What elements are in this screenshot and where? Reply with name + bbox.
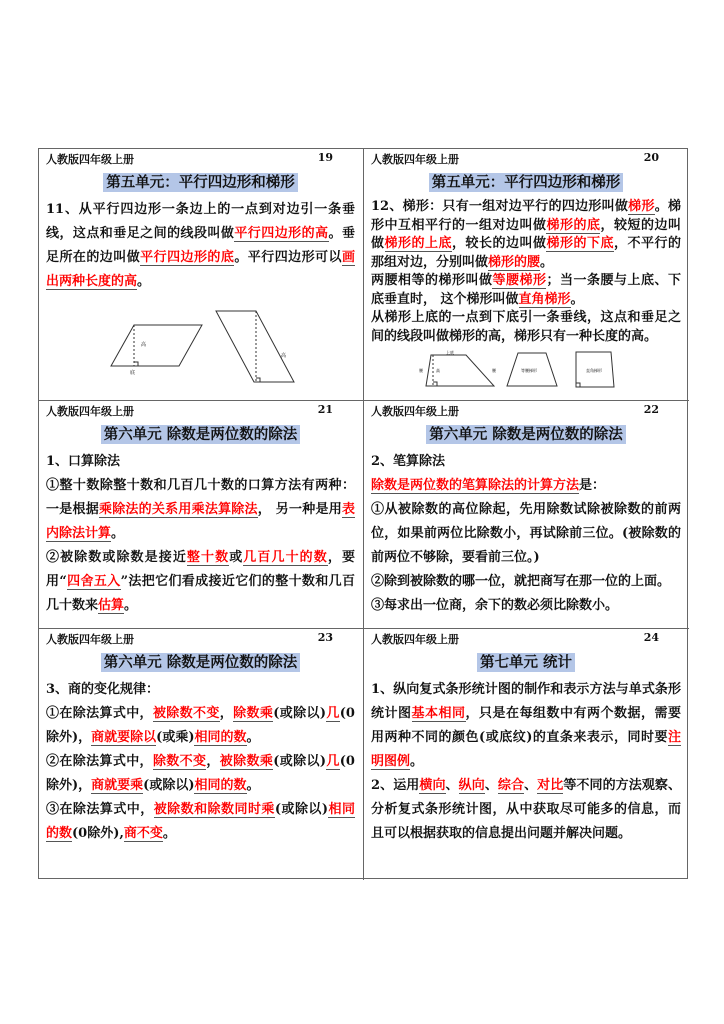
card-header <box>371 631 681 647</box>
paragraph <box>46 198 355 294</box>
key-term: 除数是两位数的笔算除法的计算方法 <box>371 478 580 493</box>
text-run: 。 <box>246 778 260 793</box>
text-run: 。 <box>162 826 176 841</box>
text-run: ，只是在每组数中有两个数据，需要用两种不同的颜色(或底纹)的直条来表示，同时要 <box>371 706 681 745</box>
text-run: 。 <box>111 526 125 541</box>
text-run: 11、从平行四边形一条边上的一点到对边引一条垂线，这点和垂足之间的线段叫做 <box>46 202 355 241</box>
text-run: 。 <box>137 274 151 289</box>
key-term: 表内除法计算 <box>46 502 355 541</box>
text-run: 。 <box>570 291 584 307</box>
book-label: 人教版四年级上册 <box>371 405 459 418</box>
note-card <box>364 629 689 880</box>
paragraph <box>371 450 681 474</box>
text-run: 2、运用 <box>371 778 420 793</box>
key-term: 平行四边形的底 <box>140 250 235 265</box>
key-term: 整十数 <box>186 550 230 565</box>
key-term: 注明图例 <box>371 730 681 769</box>
parallelogram-figure <box>101 298 301 388</box>
card-body <box>46 450 355 618</box>
key-term: 商就要乘 <box>91 778 144 793</box>
key-term: 对比 <box>537 778 564 793</box>
page-number: 22 <box>643 403 659 416</box>
text-run: 。 <box>246 730 260 745</box>
paragraph <box>46 678 355 702</box>
text-run: 3、商的变化规律： <box>46 682 160 697</box>
book-label: 人教版四年级上册 <box>371 633 459 646</box>
paragraph <box>371 474 681 498</box>
key-term: 直角梯形 <box>518 291 571 307</box>
key-term: 被除数乘 <box>219 754 274 769</box>
text-run: 两腰相等的梯形叫做 <box>371 273 493 288</box>
key-term: 除数不变 <box>152 754 207 769</box>
book-label: 人教版四年级上册 <box>46 153 134 166</box>
notes-grid <box>38 148 688 879</box>
key-term: 四舍五入 <box>66 574 121 589</box>
text-run: ， 另一种是用 <box>257 502 342 517</box>
paragraph <box>371 309 681 346</box>
key-term: 除数乘 <box>233 706 274 721</box>
page-number: 23 <box>317 631 333 644</box>
paragraph <box>371 498 681 570</box>
figure-label: 腰 <box>419 368 423 373</box>
card-header <box>46 151 355 167</box>
paragraph <box>46 450 355 474</box>
text-run: 从梯形上底的一点到下底引一条垂线，这点和垂足之间的线段叫做梯形的高，梯形只有一种长度的高。 <box>371 310 681 344</box>
text-run: 、 <box>445 778 459 793</box>
text-run: (或除以) <box>273 706 327 721</box>
page-number: 20 <box>643 151 659 164</box>
paragraph <box>371 594 681 618</box>
paragraph <box>46 474 355 546</box>
paragraph <box>371 678 681 774</box>
paragraph <box>371 774 681 846</box>
page-number: 19 <box>317 151 333 164</box>
page-number: 24 <box>643 631 659 644</box>
text-run: 、 <box>484 778 498 793</box>
key-term: 几百几十的数 <box>243 550 328 565</box>
text-run: ②除到被除数的哪一位，就把商写在那一位的上面。 <box>371 574 671 589</box>
key-term: 几 <box>326 754 340 769</box>
key-term: 估算 <box>98 598 125 613</box>
text-run: 12、梯形：只有一组对边平行的四边形叫做 <box>371 199 629 214</box>
key-term: 平行四边形的高 <box>234 226 329 241</box>
text-run: 2、笔算除法 <box>371 454 446 469</box>
text-run: (0除外)， <box>46 754 355 793</box>
text-run: 。 <box>124 598 138 613</box>
note-card <box>39 629 364 880</box>
key-term: 基本相同 <box>411 706 466 721</box>
book-label: 人教版四年级上册 <box>46 405 134 418</box>
text-run: ，较长的边叫做 <box>451 236 547 251</box>
card-header <box>46 631 355 647</box>
key-term: 几 <box>326 706 340 721</box>
key-term: 综合 <box>497 778 525 793</box>
text-run: ①从被除数的高位除起，先用除数试除被除数的前两位，如果前两位比除数小，再试除前三位。(被除数的前两位不够除，要看前三位。) <box>371 502 681 565</box>
page-number: 21 <box>317 403 333 416</box>
note-card <box>364 149 689 401</box>
key-term: 画出两种长度的高 <box>46 250 355 289</box>
card-body <box>46 198 355 294</box>
text-run: ②被除数或除数是接近 <box>46 550 187 565</box>
paragraph <box>46 750 355 798</box>
paragraph <box>46 702 355 750</box>
unit-title: 第六单元 除数是两位数的除法 <box>101 653 301 672</box>
key-term: 相同的数 <box>46 802 355 841</box>
paragraph <box>371 570 681 594</box>
unit-title: 第五单元：平行四边形和梯形 <box>103 173 298 192</box>
figure-label: 高 <box>436 368 440 373</box>
paragraph <box>371 272 681 309</box>
key-term: 相同的数 <box>194 778 247 793</box>
text-run: (或除以) <box>274 802 329 817</box>
card-header <box>46 403 355 419</box>
key-term: 横向 <box>419 778 446 793</box>
card-header <box>371 151 681 167</box>
text-run: 或 <box>229 550 244 565</box>
text-run: 、 <box>524 778 538 793</box>
note-card <box>39 149 364 401</box>
key-term: 梯形的下底 <box>546 236 614 251</box>
text-run: 1、口算除法 <box>46 454 121 469</box>
text-run: ③每求出一位商，余下的数必须比除数小。 <box>371 598 619 613</box>
figure-label: 腰 <box>492 368 496 373</box>
text-run: (或乘) <box>156 730 195 745</box>
text-run: ， <box>206 754 220 769</box>
key-term: 商不变 <box>123 826 163 841</box>
key-term: 梯形 <box>628 199 655 214</box>
text-run: ①整十数除整十数和几百几十数的口算方法有两种：一是根据 <box>46 478 355 517</box>
figure-label: 等腰梯形 <box>521 368 537 373</box>
text-run: ， <box>219 706 234 721</box>
book-label: 人教版四年级上册 <box>371 153 459 166</box>
key-term: 梯形的底 <box>546 217 601 233</box>
figure-label: 直角梯形 <box>586 368 602 373</box>
text-run: ③在除法算式中， <box>46 802 154 817</box>
card-body <box>371 678 681 846</box>
text-run: ，要用“ <box>46 550 355 589</box>
unit-title: 第六单元 除数是两位数的除法 <box>101 425 301 444</box>
key-term: 相同的数 <box>194 730 247 745</box>
figure-label: 上底 <box>446 350 454 355</box>
text-run: 。梯形中互相平行的一组对边叫做 <box>371 199 681 233</box>
paragraph <box>46 798 355 846</box>
figure-label: 高 <box>280 353 286 359</box>
unit-title: 第五单元：平行四边形和梯形 <box>429 173 624 192</box>
text-run: (或除以) <box>143 778 195 793</box>
unit-title: 第六单元 除数是两位数的除法 <box>426 425 626 444</box>
note-card <box>364 401 689 629</box>
text-run: (0除外)， <box>46 706 355 745</box>
key-term: 纵向 <box>458 778 485 793</box>
text-run: (或除以) <box>273 754 327 769</box>
figure-label: 高 <box>140 342 146 348</box>
text-run: 等不同的方法观察、分析复式条形统计图，从中获取尽可能多的信息，而且可以根据获取的信息提出问题并解决问题。 <box>371 778 681 841</box>
key-term: 等腰梯形 <box>492 273 547 288</box>
figure-label: 底 <box>129 370 135 376</box>
text-run: ；当一条腰与上底、下底垂直时， 这个梯形叫做 <box>371 273 681 307</box>
card-header <box>371 403 681 419</box>
card-body <box>371 450 681 618</box>
text-run: 。 <box>410 754 424 769</box>
text-run: ，较短的边叫做 <box>371 217 681 251</box>
book-label: 人教版四年级上册 <box>46 633 134 646</box>
text-run: ”法把它们看成接近它们的整十数和几百几十数来 <box>46 574 355 613</box>
text-run: ①在除法算式中， <box>46 706 153 721</box>
key-term: 被除数不变 <box>152 706 220 721</box>
key-term: 被除数和除数同时乘 <box>153 802 275 817</box>
text-run: ，不平行的那组对边，分别叫做 <box>371 236 681 270</box>
card-body <box>371 198 681 346</box>
paragraph <box>371 198 681 272</box>
text-run: 1、纵向复式条形统计图的制作和表示方法与单式条形统计图 <box>371 682 681 721</box>
text-run: ②在除法算式中， <box>46 754 153 769</box>
unit-title: 第七单元 统计 <box>477 653 575 672</box>
text-run: 。垂足所在的边叫做 <box>46 226 355 265</box>
paragraph <box>46 546 355 618</box>
trapezoid-figure <box>406 348 646 388</box>
text-run: 。平行四边形可以 <box>234 250 342 265</box>
note-card <box>39 401 364 629</box>
text-run: (0除外), <box>72 826 124 841</box>
key-term: 梯形的腰 <box>488 254 541 270</box>
key-term: 梯形的上底 <box>384 236 452 251</box>
text-run: 是： <box>579 478 606 493</box>
key-term: 乘除法的关系用乘法算除法 <box>98 502 258 517</box>
key-term: 商就要除以 <box>91 730 157 745</box>
text-run: 。 <box>540 254 554 270</box>
card-body <box>46 678 355 846</box>
